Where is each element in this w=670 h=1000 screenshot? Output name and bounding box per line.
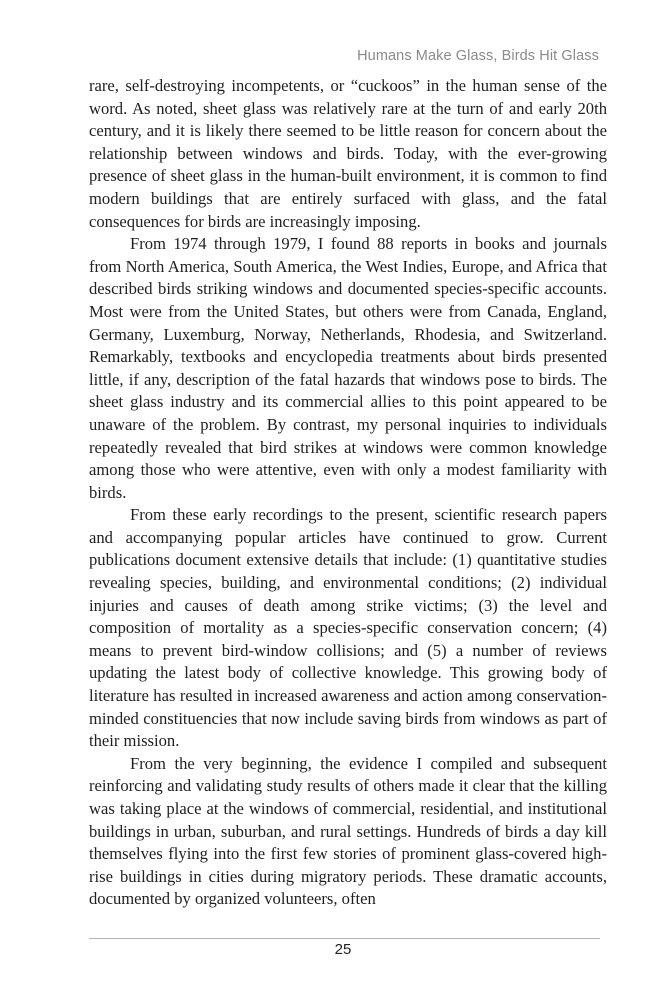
page-number: 25 xyxy=(334,941,352,958)
running-head: Humans Make Glass, Birds Hit Glass xyxy=(357,48,599,64)
footer-divider xyxy=(89,938,600,939)
paragraph-4: From the very beginning, the evidence I compiled and subsequent reinforcing and validating study results of others made it clear that the killing was taking place at the windows of commercial, residential, and institutional buildings in urban, suburban, and rural settings. Hundreds of birds a day kill themselves flying into the first few stories of prominent glass-covered high-rise buildings in cities during migratory periods. These dramatic accounts, documented by organized volunteers, often xyxy=(89,753,607,909)
page-body xyxy=(89,75,607,911)
paragraph-2: From 1974 through 1979, I found 88 reports in books and journals from North America, South America, the West Indies, Europe, and Africa that described birds striking windows and documented species-specific accounts. Most were from the United States, but others were from Canada, England, Germany, Luxemburg, Norway, Netherlands, Rhodesia, and Switzerland. Remarkably, textbooks and encyclopedia treatments about birds presented little, if any, description of the fatal hazards that windows pose to birds. The sheet glass industry and its commercial allies to this point appeared to be unaware of the problem. By contrast, my personal inquiries to individuals repeatedly revealed that bird strikes at windows were common knowledge among those who were attentive, even with only a modest familiarity with birds. xyxy=(89,234,607,502)
paragraph-1: rare, self-destroying incompetents, or “cuckoos” in the human sense of the word. As noted, sheet glass was relatively rare at the turn of and early 20th century, and it is likely there seemed to be little reason for concern about the relationship between windows and birds. Today, with the ever-growing presence of sheet glass in the human-built environment, it is common to find modern buildings that are entirely surfaced with glass, and the fatal consequences for birds are increasingly imposing. xyxy=(89,76,607,231)
paragraph-3: From these early recordings to the present, scientific research papers and accompanying popular articles have continued to grow. Current publications document extensive details that include: (1) quantitative studies revealing species, building, and environmental conditions; (2) individual injuries and causes of death among strike victims; (3) the level and composition of mortality as a species-specific conservation concern; (4) means to prevent bird-window collisions; and (5) a number of reviews updating the latest body of collective knowledge. This growing body of literature has resulted in increased awareness and action among conservation-minded constituencies that now include saving birds from windows as part of their mission. xyxy=(89,505,607,751)
